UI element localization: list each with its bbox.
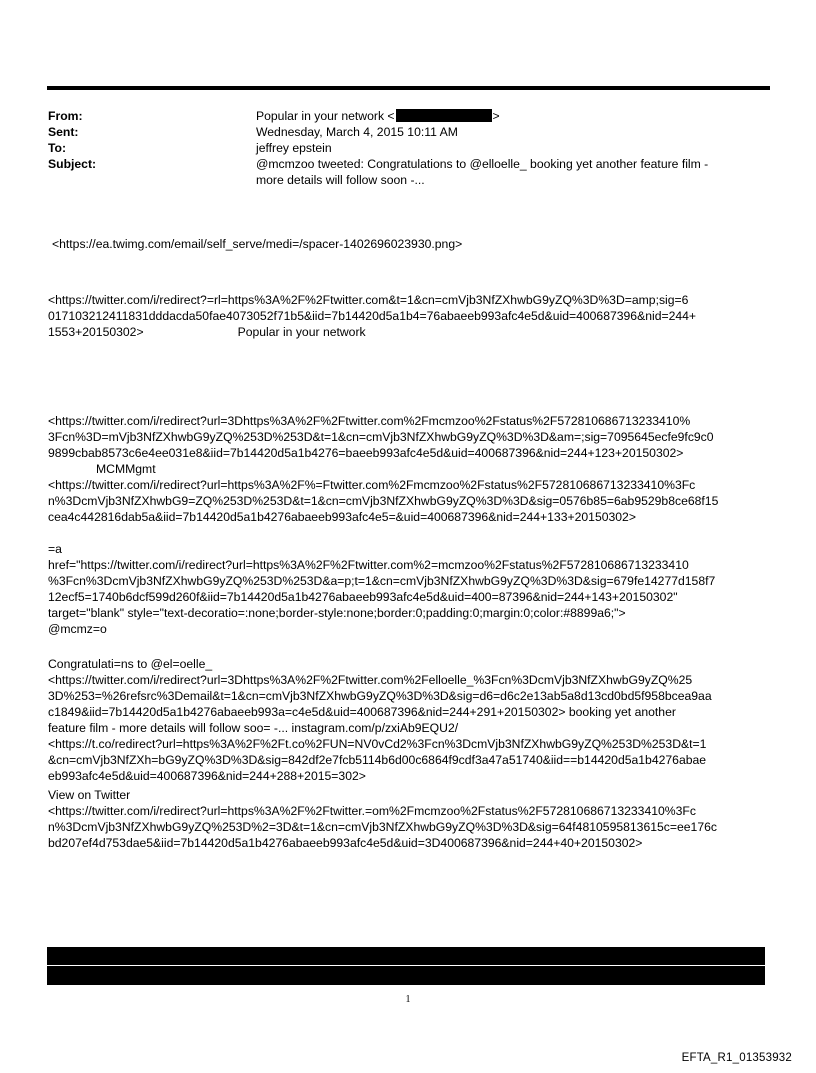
subject-line-1: @mcmzoo tweeted: Congratulations to @elloelle_ booking yet another feature film - [256, 157, 709, 171]
to-row [48, 140, 770, 156]
subject-row [48, 156, 770, 188]
block1-last-url: 1553+20150302> [48, 325, 144, 339]
view-on-twitter-label: View on Twitter [48, 788, 131, 802]
block4-line-0: Congratulati=ns to @el=oelle_ [48, 657, 213, 671]
block3-line-3: 12ecf5=1740b6dcf599d260f&iid=7b14420d5a1b4276abaeeb993afc4e5d&uid=400=87396&nid=244+143+20150302" [48, 590, 678, 604]
block2-line-0: <https://twitter.com/i/redirect?url=3Dhttps%3A%2F%2Ftwitter.com%2Fmcmzoo%2Fstatus%2F572810686713233410% [48, 414, 691, 428]
redaction-box [396, 109, 492, 122]
block4-line-4: feature film - more details will follow soo= -... instagram.com/p/zxiAb9EQU2/ [48, 721, 459, 735]
body-block-4 [48, 656, 770, 784]
popular-in-network-text: Popular in your network [237, 325, 366, 339]
block4-line-1: <https://twitter.com/i/redirect?url=3Dhttps%3A%2F%2Ftwitter.com%2Felloelle_%3Fcn%3DcmVjb3NfZXhwbG9yZQ%25 [48, 673, 693, 687]
from-row [48, 108, 770, 124]
block3-line-5: @mcmz=o [48, 622, 107, 636]
block1-line-0: <https://twitter.com/i/redirect?=rl=https%3A%2F%2Ftwitter.com&t=1&cn=cmVjb3NfZXhwbG9yZQ%3D%3D=amp;sig=6 [48, 293, 689, 307]
block3-line-4: target="blank" style="text-decoratio=:none;border-style:none;border:0;padding:0;margin:0;color:#8899a6;"> [48, 606, 626, 620]
body-block-3 [48, 541, 770, 637]
block4-line-5: <https://t.co/redirect?url=https%3A%2F%2Ft.co%2FUN=NV0vCd2%3Fcn%3DcmVjb3NfZXhwbG9yZQ%253D%253D&t=1 [48, 737, 707, 751]
block3-line-1: href="https://twitter.com/i/redirect?url=https%3A%2F%2Ftwitter.com%2=mcmzoo%2Fstatus%2F572810686713233410 [48, 558, 689, 572]
block1-line-1: 017103212411831dddacda50fae4073052f71b5&iid=7b14420d5a1b4=76abaeeb993afc4e5d&uid=400687396&nid=244+ [48, 309, 697, 323]
sent-value: Wednesday, March 4, 2015 10:11 AM [256, 125, 458, 139]
from-value [256, 108, 770, 124]
to-value: jeffrey epstein [256, 141, 332, 155]
redaction-bar-1 [47, 947, 765, 965]
sent-row [48, 124, 770, 140]
body-block-2 [48, 413, 770, 525]
from-value-prefix: Popular in your network < [256, 109, 395, 123]
spacer-image-link [52, 236, 774, 252]
block5-line-3: bd207ef4d753dae5&iid=7b14420d5a1b4276abaeeb993afc4e5d&uid=3D400687396&nid=244+40+20150302> [48, 836, 643, 850]
from-value-suffix: > [492, 109, 500, 123]
block2b-line-2: cea4c442816dab5a&iid=7b14420d5a1b4276abaeeb993afc4e5=&uid=400687396&nid=244+133+20150302> [48, 510, 636, 524]
subject-label: Subject: [48, 157, 97, 171]
block2-line-2: 9899cbab8573c6e4ee031e8&iid=7b14420d5a1b4276=baeeb993afc4e5d&uid=400687396&nid=244+123+20150302> [48, 446, 684, 460]
block4-line-7: eb993afc4e5d&uid=400687396&nid=244+288+2015=302> [48, 769, 366, 783]
block1-line-2 [48, 324, 770, 340]
redaction-bar-2 [47, 966, 765, 985]
body-block-5 [48, 787, 770, 851]
email-header [48, 108, 770, 188]
sent-label: Sent: [48, 125, 79, 139]
page-number: 1 [405, 994, 411, 1005]
block5-line-2: n%3DcmVjb3NfZXhwbG9yZQ%253D%2=3D&t=1&cn=cmVjb3NfZXhwbG9yZQ%3D%3D&sig=64f4810595813615c=ee176c [48, 820, 717, 834]
block3-line-0: =a [48, 542, 62, 556]
block2b-line-1: n%3DcmVjb3NfZXhwbG9=ZQ%253D%253D&t=1&cn=cmVjb3NfZXhwbG9yZQ%3D%3D&sig=0576b85=6ab9529b8ce68f15 [48, 494, 719, 508]
block2b-line-0: <https://twitter.com/i/redirect?url=https%3A%2F%=Ftwitter.com%2Fmcmzoo%2Fstatus%2F572810686713233410%3Fc [48, 478, 696, 492]
block4-line-3: c1849&iid=7b14420d5a1b4276abaeeb993a=c4e5d&uid=400687396&nid=244+291+20150302> booking yet another [48, 705, 676, 719]
header-divider [47, 86, 770, 90]
block2-line-1: 3Fcn%3D=mVjb3NfZXhwbG9yZQ%253D%253D&t=1&cn=cmVjb3NfZXhwbG9yZQ%3D%3D&am=;sig=7095645ecfe9fc9c0 [48, 430, 714, 444]
to-label: To: [48, 141, 67, 155]
mcmmgmt-name: MCMMgmt [96, 462, 156, 476]
block4-line-6: &cn=cmVjb3NfZXh=bG9yZQ%3D%3D&sig=842df2e7fcb5114b6d00c6864f9cdf3a47a51740&iid==b14420d5a1b4276abae [48, 753, 707, 767]
subject-line-2: more details will follow soon -... [256, 173, 425, 187]
block3-line-2: %3Fcn%3DcmVjb3NfZXhwbG9yZQ%253D%253D&a=p;t=1&cn=cmVjb3NfZXhwbG9yZQ%3D%3D&sig=679fe14277d158f7 [48, 574, 716, 588]
document-id: EFTA_R1_01353932 [681, 1052, 792, 1064]
spacer-url: <https://ea.twimg.com/email/self_serve/medi=/spacer-1402696023930.png> [52, 237, 463, 251]
body-block-1 [48, 292, 770, 340]
block5-line-1: <https://twitter.com/i/redirect?url=https%3A%2F%2Ftwitter.=om%2Fmcmzoo%2Fstatus%2F572810686713233410%3Fc [48, 804, 696, 818]
from-label: From: [48, 109, 83, 123]
block4-line-2: 3D%253=%26refsrc%3Demail&t=1&cn=cmVjb3NfZXhwbG9yZQ%3D%3D&sig=d6=d6c2e13ab5a8d13cd0bd5f958bcea9aa [48, 689, 712, 703]
